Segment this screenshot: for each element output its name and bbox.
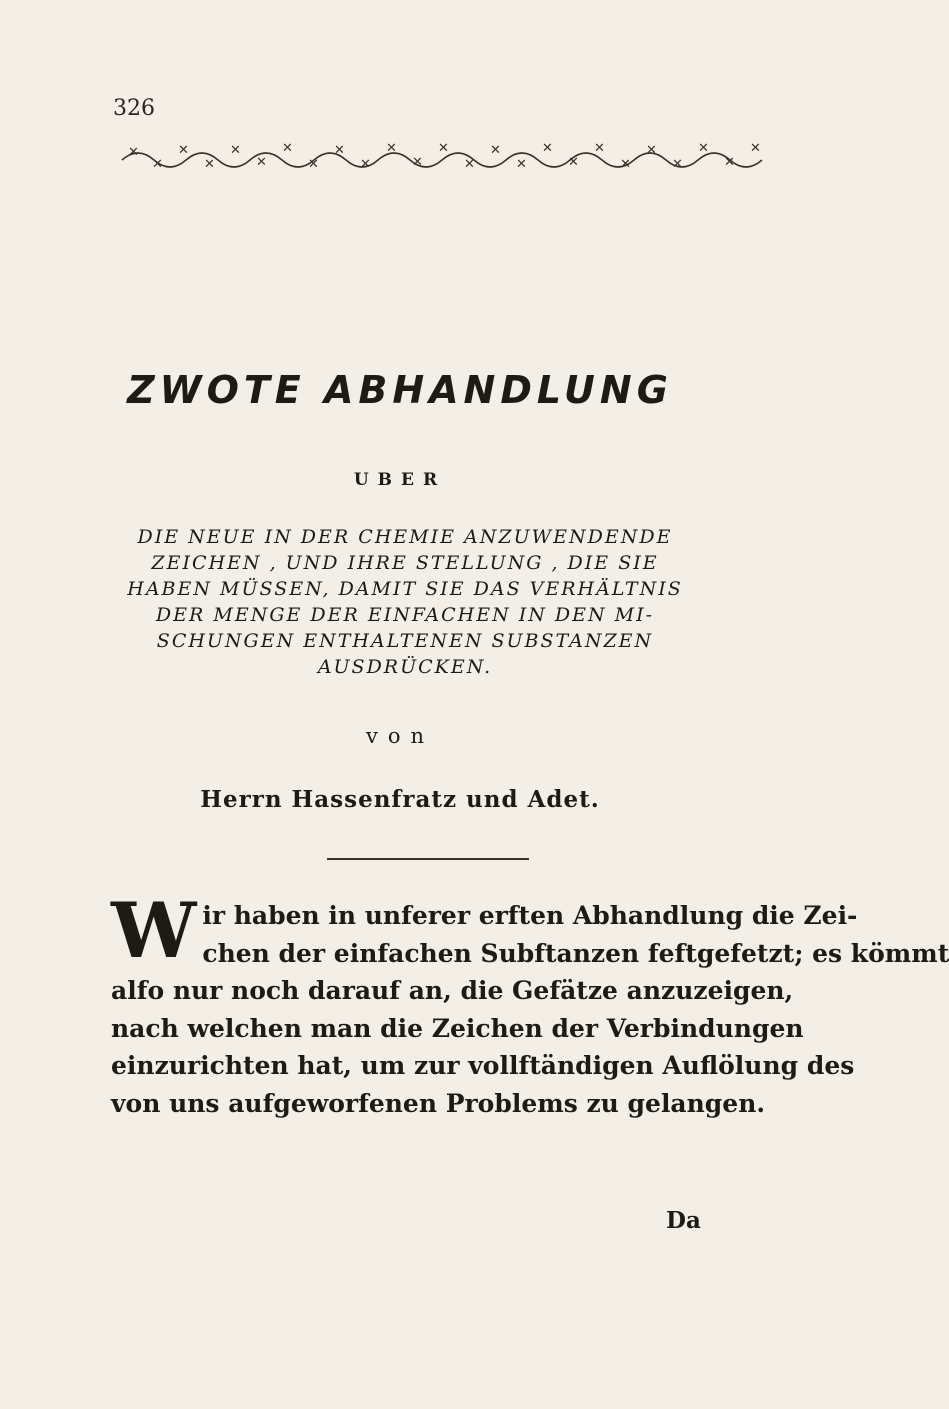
svg-text:✕: ✕	[256, 155, 268, 170]
svg-text:✕: ✕	[724, 155, 736, 170]
subtitle-line: ZEICHEN , UND IHRE STELLUNG , DIE SIE	[151, 552, 659, 574]
svg-text:✕: ✕	[698, 141, 710, 156]
svg-text:✕: ✕	[334, 143, 346, 158]
body-line: alfo nur noch darauf an, die Gefätze anzuzeigen,	[111, 976, 794, 1005]
svg-text:✕: ✕	[672, 157, 684, 172]
body-line: ir haben in unferer erften Abhandlung die Zei-	[202, 901, 858, 930]
svg-text:✕: ✕	[568, 155, 580, 170]
page-number: 326	[113, 96, 155, 121]
svg-text:✕: ✕	[412, 155, 424, 170]
body-paragraph	[111, 886, 949, 1122]
svg-text:✕: ✕	[360, 157, 372, 172]
subtitle-line: AUSDRÜCKEN.	[317, 656, 493, 678]
ornament-border	[122, 138, 780, 178]
svg-text:✕: ✕	[178, 143, 190, 158]
drop-cap: W	[111, 886, 197, 975]
subtitle	[100, 524, 710, 680]
svg-text:✕: ✕	[750, 141, 762, 156]
svg-text:✕: ✕	[438, 141, 450, 156]
svg-text:✕: ✕	[490, 143, 502, 158]
catchword: Da	[666, 1207, 701, 1234]
svg-text:✕: ✕	[152, 157, 164, 172]
divider-rule	[327, 858, 529, 860]
svg-text:✕: ✕	[386, 141, 398, 156]
svg-text:✕: ✕	[646, 143, 658, 158]
svg-text:✕: ✕	[230, 143, 242, 158]
svg-text:✕: ✕	[282, 141, 294, 156]
svg-text:✕: ✕	[128, 145, 140, 160]
subtitle-line: DIE NEUE IN DER CHEMIE ANZUWENDENDE	[137, 526, 673, 548]
cross-stitch-ornament-icon	[122, 138, 780, 178]
body-line: chen der einfachen Subftanzen feftgefetzt; es kömmt	[202, 938, 949, 968]
subtitle-line: SCHUNGEN ENTHALTENEN SUBSTANZEN	[156, 630, 654, 652]
body-line: einzurichten hat, um zur vollftändigen Auflölung des	[111, 1051, 855, 1080]
section-title: ZWOTE ABHANDLUNG	[127, 368, 673, 412]
title-connector: UBER	[353, 470, 447, 490]
svg-text:✕: ✕	[620, 157, 632, 172]
svg-text:✕: ✕	[308, 157, 320, 172]
subtitle-line: HABEN MÜSSEN, DAMIT SIE DAS VERHÄLTNIS	[127, 578, 683, 600]
authors: Herrn Hassenfratz und Adet.	[200, 786, 600, 813]
svg-text:✕: ✕	[594, 141, 606, 156]
svg-text:✕: ✕	[464, 157, 476, 172]
svg-text:✕: ✕	[204, 157, 216, 172]
body-line: nach welchen man die Zeichen der Verbindungen	[111, 1013, 804, 1043]
svg-text:✕: ✕	[516, 157, 528, 172]
svg-text:✕: ✕	[542, 141, 554, 156]
subtitle-line: DER MENGE DER EINFACHEN IN DEN MI-	[155, 604, 655, 626]
byline-von: von	[365, 724, 435, 748]
body-line: von uns aufgeworfenen Problems zu gelangen.	[111, 1088, 766, 1118]
